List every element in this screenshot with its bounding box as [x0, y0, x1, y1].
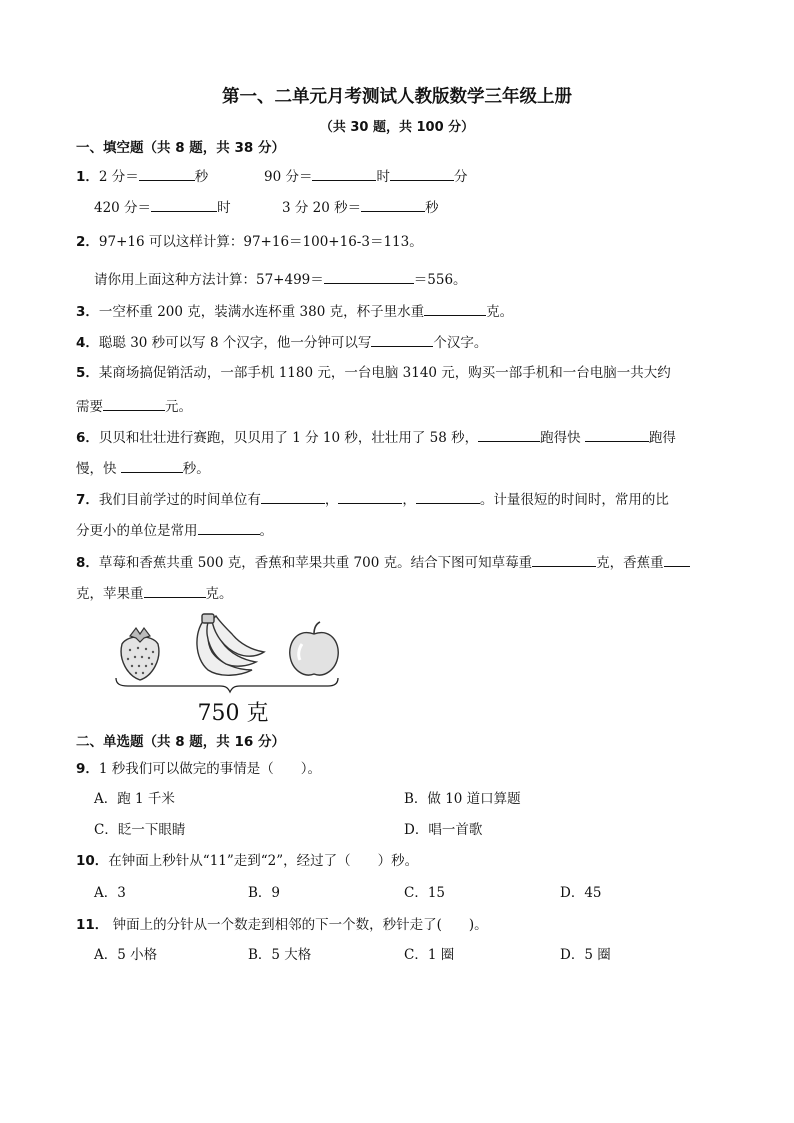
option-a[interactable]: A．跑 1 千米 — [94, 791, 175, 807]
answer-blank[interactable] — [139, 166, 195, 181]
question-3: 3．一空杯重 200 克，装满水连杯重 380 克，杯子里水重 克。 — [76, 301, 513, 321]
answer-blank[interactable] — [390, 166, 454, 181]
section-heading-single-choice: 二、单选题（共 8 题，共 16 分） — [76, 734, 285, 750]
banana-bunch-icon — [197, 614, 264, 675]
answer-blank[interactable] — [121, 458, 183, 473]
option-a[interactable]: A．3 — [94, 885, 126, 901]
answer-blank[interactable] — [532, 552, 596, 567]
answer-blank[interactable] — [103, 396, 165, 411]
answer-blank[interactable] — [151, 197, 217, 212]
answer-blank[interactable] — [416, 489, 480, 504]
question-8-line-1: 8．草莓和香蕉共重 500 克，香蕉和苹果共重 700 克。结合下图可知草莓重 克，香蕉重 — [76, 552, 690, 572]
question-1-line-2: 420 分＝ 时 — [94, 197, 231, 217]
page-subtitle: （共 30 题，共 100 分） — [319, 120, 475, 135]
question-1-part-b: 90 分＝ 时 分 — [264, 166, 467, 186]
option-d[interactable]: D．唱一首歌 — [404, 822, 483, 838]
question-4: 4．聪聪 30 秒可以写 8 个汉字，他一分钟可以写 个汉字。 — [76, 332, 487, 352]
page-title: 第一、二单元月考测试人教版数学三年级上册 — [222, 87, 572, 107]
section-heading-fill-in: 一、填空题（共 8 题，共 38 分） — [76, 140, 285, 156]
answer-blank[interactable] — [312, 166, 376, 181]
answer-blank[interactable] — [198, 520, 260, 535]
question-5-line-1: 5．某商场搞促销活动，一部手机 1180 元，一台电脑 3140 元，购买一部手机和一台电脑一共大约 — [76, 365, 671, 381]
question-5-line-2: 需要 元。 — [76, 396, 192, 416]
question-1-part-d: 3 分 20 秒＝ 秒 — [282, 197, 439, 217]
question-7-line-1: 7．我们目前学过的时间单位有 ， ， 。计量很短的时间时，常用的比 — [76, 489, 669, 509]
question-6-line-1: 6．贝贝和壮壮进行赛跑，贝贝用了 1 分 10 秒，壮壮用了 58 秒， 跑得快 跑得 — [76, 427, 676, 447]
option-d[interactable]: D．45 — [560, 885, 602, 901]
question-1-line-1: 1．2 分＝ 秒 — [76, 166, 208, 186]
option-c[interactable]: C．15 — [404, 885, 446, 901]
apple-icon — [290, 622, 339, 675]
question-8-line-2: 克，苹果重 克。 — [76, 583, 233, 603]
figure-label: 750 克 — [197, 701, 269, 726]
question-2-line-2: 请你用上面这种方法计算：57+499＝ ＝556。 — [94, 269, 467, 289]
question-number: 1． — [76, 169, 99, 185]
answer-blank[interactable] — [144, 583, 206, 598]
option-a[interactable]: A．5 小格 — [94, 947, 158, 963]
answer-blank[interactable] — [324, 269, 414, 284]
option-c[interactable]: C．1 圈 — [404, 947, 455, 963]
option-c[interactable]: C．眨一下眼睛 — [94, 822, 186, 838]
answer-blank[interactable] — [424, 301, 486, 316]
question-10: 10．在钟面上秒针从“11”走到“2”，经过了（ ）秒。 — [76, 853, 419, 869]
option-d[interactable]: D．5 圈 — [560, 947, 611, 963]
fruit-weight-figure — [108, 612, 348, 728]
answer-blank[interactable] — [361, 197, 425, 212]
answer-blank[interactable] — [338, 489, 402, 504]
question-9: 9．1 秒我们可以做完的事情是（ ）。 — [76, 761, 322, 777]
option-b[interactable]: B．做 10 道口算题 — [404, 791, 521, 807]
brace — [116, 678, 338, 692]
question-2-line-1: 2．97+16 可以这样计算：97+16＝100+16-3＝113。 — [76, 234, 423, 250]
question-7-line-2: 分更小的单位是常用 。 — [76, 520, 273, 540]
option-b[interactable]: B．5 大格 — [248, 947, 312, 963]
strawberry-icon — [121, 628, 159, 680]
answer-blank[interactable] — [664, 552, 690, 567]
answer-blank[interactable] — [585, 427, 649, 442]
answer-blank[interactable] — [478, 427, 540, 442]
answer-blank[interactable] — [371, 332, 433, 347]
option-b[interactable]: B．9 — [248, 885, 281, 901]
question-6-line-2: 慢，快 秒。 — [76, 458, 210, 478]
answer-blank[interactable] — [261, 489, 325, 504]
question-11: 11． 钟面上的分针从一个数走到相邻的下一个数，秒针走了( )。 — [76, 917, 488, 933]
